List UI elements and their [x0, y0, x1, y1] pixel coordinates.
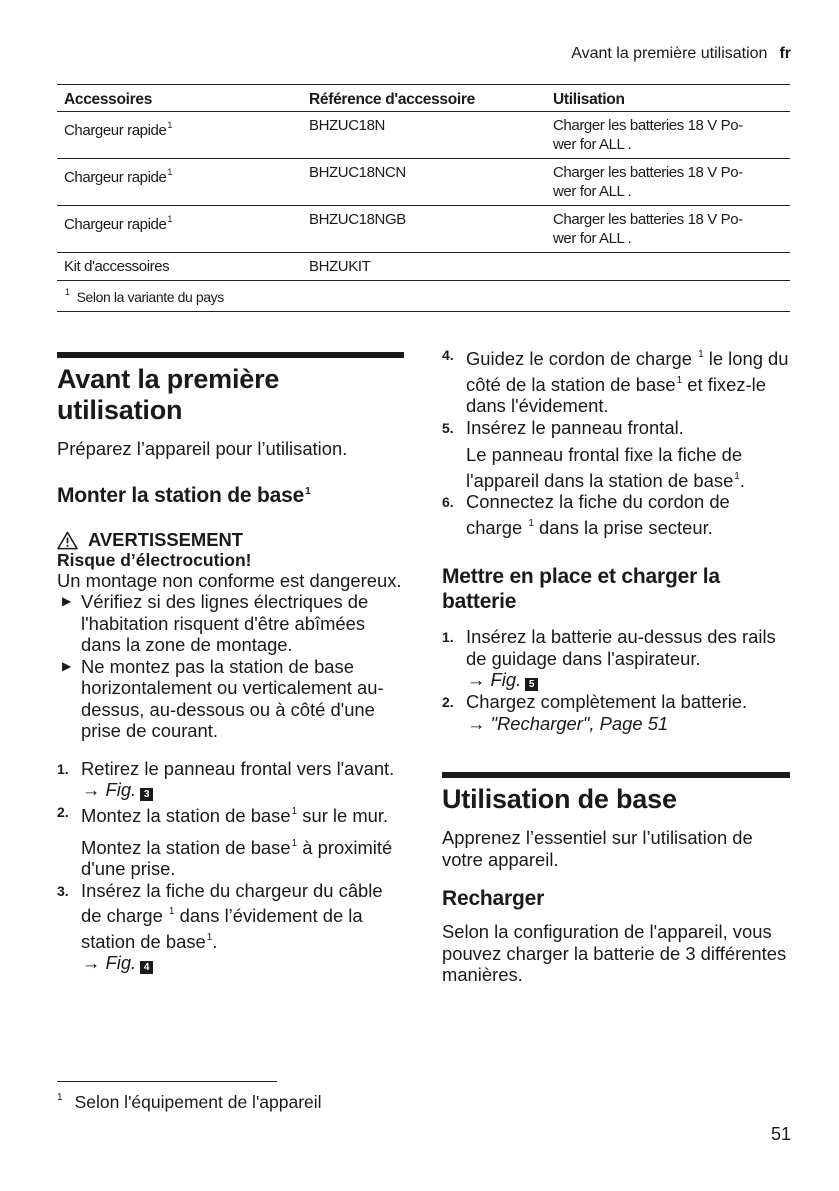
figure-badge: 4: [140, 961, 153, 974]
footnote-rule: [57, 1081, 277, 1082]
accessory-cell: Kit d'accessoires: [57, 253, 302, 281]
mounting-steps: [57, 758, 404, 975]
recharge-text: Selon la configuration de l'appareil, vous pouvez charger la batterie de 3 différentes manières.: [442, 921, 787, 985]
table-header-row: [57, 85, 790, 112]
accessory-cell: Chargeur rapide$^1$: [57, 159, 302, 206]
accessory-cell: Chargeur rapide$^1$: [57, 206, 302, 253]
reference-cell: BHZUC18NGB: [302, 206, 546, 253]
figure-badge: 3: [140, 788, 153, 801]
warning-heading: [57, 530, 404, 550]
table-row: [57, 206, 790, 253]
right-column: [442, 344, 790, 986]
reference-cell: BHZUC18N: [302, 112, 546, 159]
section-intro: Préparez l’appareil pour l’utilisation.: [57, 438, 348, 459]
section-title: Avant la première utilisation: [57, 364, 280, 425]
warning-triangle-icon: [57, 531, 78, 550]
section-intro: Apprenez l’essentiel sur l’utilisation de votre appareil.: [442, 827, 753, 870]
table-row: [57, 253, 790, 281]
column-header: Référence d'accessoire: [302, 85, 546, 112]
subsection-title: Recharger: [442, 887, 545, 910]
accessories-table: [57, 84, 790, 312]
reference-cell: BHZUKIT: [302, 253, 546, 281]
warning-label: AVERTISSEMENT: [88, 528, 243, 550]
usage-cell: Charger les batteries 18 V Po- wer for ALL .: [546, 206, 790, 253]
list-item: ▶ Ne montez pas la station de base horizontalement ou verticalement au-dessus, au-dessous ou à côté d'une prise de courant.: [62, 655, 384, 741]
warning-bullet-list: [57, 591, 404, 742]
header-section-title: Avant la première utilisation: [571, 45, 768, 62]
step-item: 2. Montez la station de base$^1$ sur le mur. Montez la station de base$^1$ à proximité d'une prise.: [57, 804, 393, 879]
left-column: [57, 352, 404, 974]
step-item: 6. Connectez la fiche du cordon de charge $^1$ dans la prise secteur.: [442, 491, 730, 538]
step-item: 5. Insérez le panneau frontal. Le panneau frontal fixe la fiche de l'appareil dans la station de base$^1$.: [442, 416, 745, 491]
page-cross-reference[interactable]: → "Recharger", Page 51: [467, 712, 669, 734]
page-footnote: $^1$ Selon l'équipement de l'appareil: [57, 1092, 322, 1112]
table-row: [57, 159, 790, 206]
subsection-title: Mettre en place et charger la batterie: [442, 565, 720, 613]
table-footnote: $^1$ Selon la variante du pays: [57, 281, 790, 312]
column-header: Utilisation: [546, 85, 790, 112]
step-item: 1. Retirez le panneau frontal vers l'avant. → Fig. 3: [57, 758, 404, 802]
list-item: ▶ Vérifiez si des lignes électriques de l'habitation risquent d'être abîmées dans la zone de montage.: [62, 591, 369, 655]
step-item: 4. Guidez le cordon de charge $^1$ le long du côté de la station de base$^1$ et fixez-le dans l'évidement.: [442, 347, 789, 416]
accessory-cell: Chargeur rapide$^1$: [57, 112, 302, 159]
mounting-steps-continued: [442, 344, 790, 538]
column-header: Accessoires: [57, 85, 302, 112]
usage-cell: Charger les batteries 18 V Po- wer for ALL .: [546, 112, 790, 159]
table-footnote-row: [57, 281, 790, 312]
warning-subtitle: Risque d’électrocution!: [57, 549, 252, 570]
usage-cell: Charger les batteries 18 V Po- wer for ALL .: [546, 159, 790, 206]
section-rule: [442, 772, 790, 778]
step-item: 2. Chargez complètement la batterie. → "Recharger", Page 51: [442, 691, 790, 734]
figure-reference: → Fig. 3: [81, 779, 404, 801]
header-language: fr: [779, 45, 791, 62]
step-item: 1. Insérez la batterie au-dessus des rails de guidage dans l'aspirateur. → Fig. 5: [442, 626, 790, 691]
page-number: 51: [770, 1124, 791, 1144]
bullet-arrow-icon: ▶: [62, 594, 72, 608]
bullet-arrow-icon: ▶: [62, 658, 72, 673]
warning-text: Un montage non conforme est dangereux.: [57, 569, 402, 591]
figure-reference: → Fig. 4: [81, 952, 404, 974]
figure-reference: → Fig. 5: [466, 669, 790, 691]
running-header: [571, 45, 791, 63]
figure-badge: 5: [525, 678, 538, 691]
reference-cell: BHZUC18NCN: [302, 159, 546, 206]
section-rule: [57, 352, 404, 358]
section-title: Utilisation de base: [442, 784, 677, 814]
battery-steps: [442, 626, 790, 734]
usage-cell: [546, 253, 790, 281]
table-row: [57, 112, 790, 159]
subsection-title: Monter la station de base$^1$: [57, 483, 311, 507]
step-item: 3. Insérez la fiche du chargeur du câble de charge $^1$ dans l’évidement de la station de base$^1$. → Fig. 4: [57, 880, 404, 975]
